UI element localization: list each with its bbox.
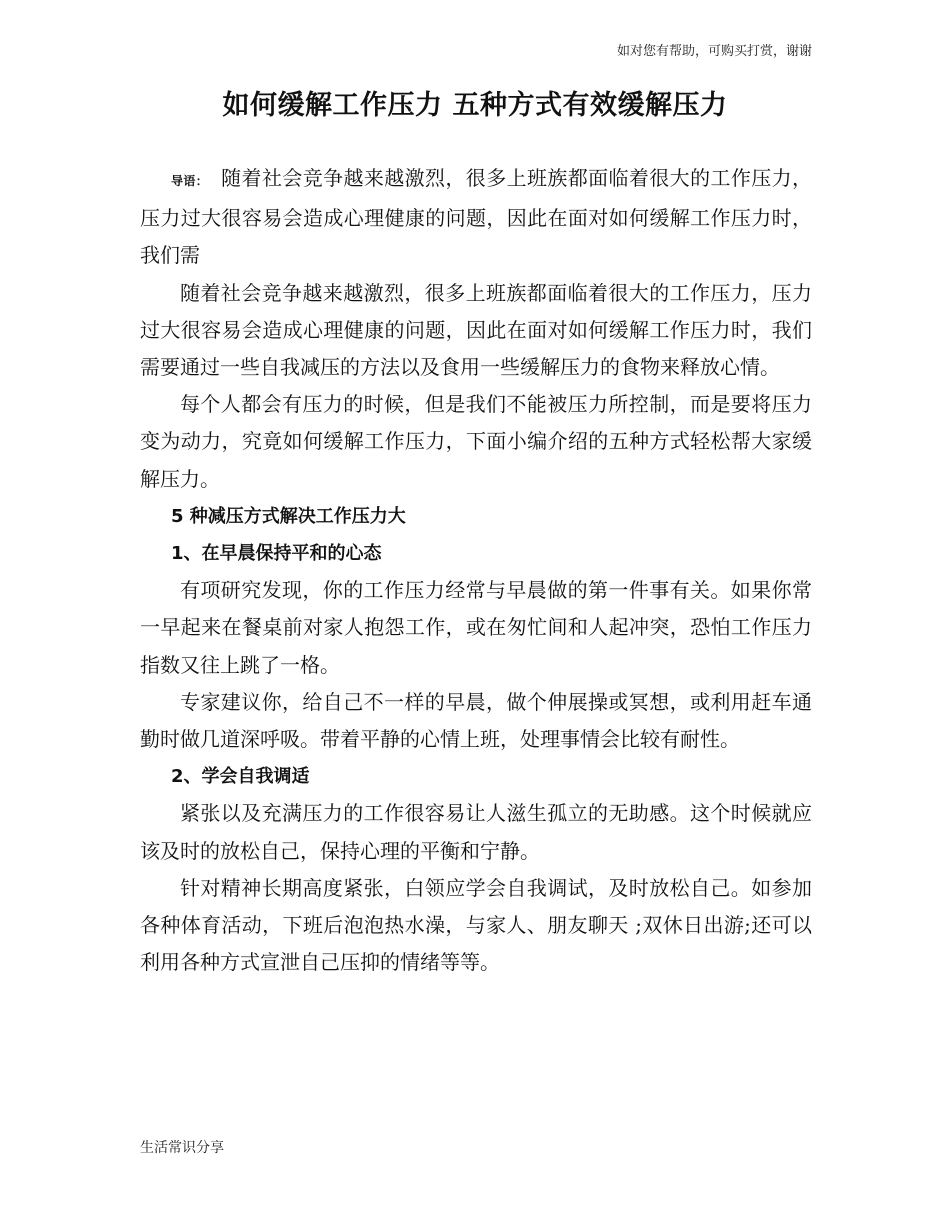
section-heading-main: 5 种减压方式解决工作压力大 xyxy=(171,505,406,527)
section-1-paragraph-1: 有项研究发现，你的工作压力经常与早晨做的第一件事有关。如果你常一早起来在餐桌前对家人抱怨工作，或在匆忙间和人起冲突，恐怕工作压力指数又往上跳了一格。 xyxy=(140,578,812,677)
section-2-paragraph-1: 紧张以及充满压力的工作很容易让人滋生孤立的无助感。这个时候就应该及时的放松自己，保持心理的平衡和宁静。 xyxy=(140,801,812,863)
header-note: 如对您有帮助，可购买打赏，谢谢 xyxy=(616,44,812,59)
footer-note: 生活常识分享 xyxy=(140,1140,224,1156)
section-heading-1: 1、在早晨保持平和的心态 xyxy=(171,543,382,565)
section-2-paragraph-2: 针对精神长期高度紧张，白领应学会自我调试，及时放松自己。如参加各种体育活动，下班后泡泡热水澡，与家人、朋友聊天 ;双休日出游;还可以利用各种方式宣泄自己压抑的情绪等等。 xyxy=(140,875,812,975)
lead-label: 导语： xyxy=(171,174,209,188)
intro-paragraph-2: 每个人都会有压力的时候，但是我们不能被压力所控制，而是要将压力变为动力，究竟如何缓解工作压力，下面小编介绍的五种方式轻松帮大家缓解压力。 xyxy=(140,392,812,491)
intro-paragraph-1: 随着社会竞争越来越激烈，很多上班族都面临着很大的工作压力，压力过大很容易会造成心理健康的问题，因此在面对如何缓解工作压力时，我们需要通过一些自我减压的方法以及食用一些缓解压力的食物来释放心情。 xyxy=(140,280,812,380)
lead-text: 随着社会竞争越来越激烈，很多上班族都面临着很大的工作压力，压力过大很容易会造成心理健康的问题，因此在面对如何缓解工作压力时，我们需 xyxy=(140,166,812,268)
document-title: 如何缓解工作压力 五种方式有效缓解压力 xyxy=(222,90,728,121)
document-body xyxy=(140,160,812,981)
section-heading-2: 2、学会自我调适 xyxy=(171,766,310,788)
section-1-paragraph-2: 专家建议你，给自己不一样的早晨，做个伸展操或冥想，或利用赶车通勤时做几道深呼吸。带着平静的心情上班，处理事情会比较有耐性。 xyxy=(140,689,812,752)
lead-paragraph xyxy=(140,160,812,275)
